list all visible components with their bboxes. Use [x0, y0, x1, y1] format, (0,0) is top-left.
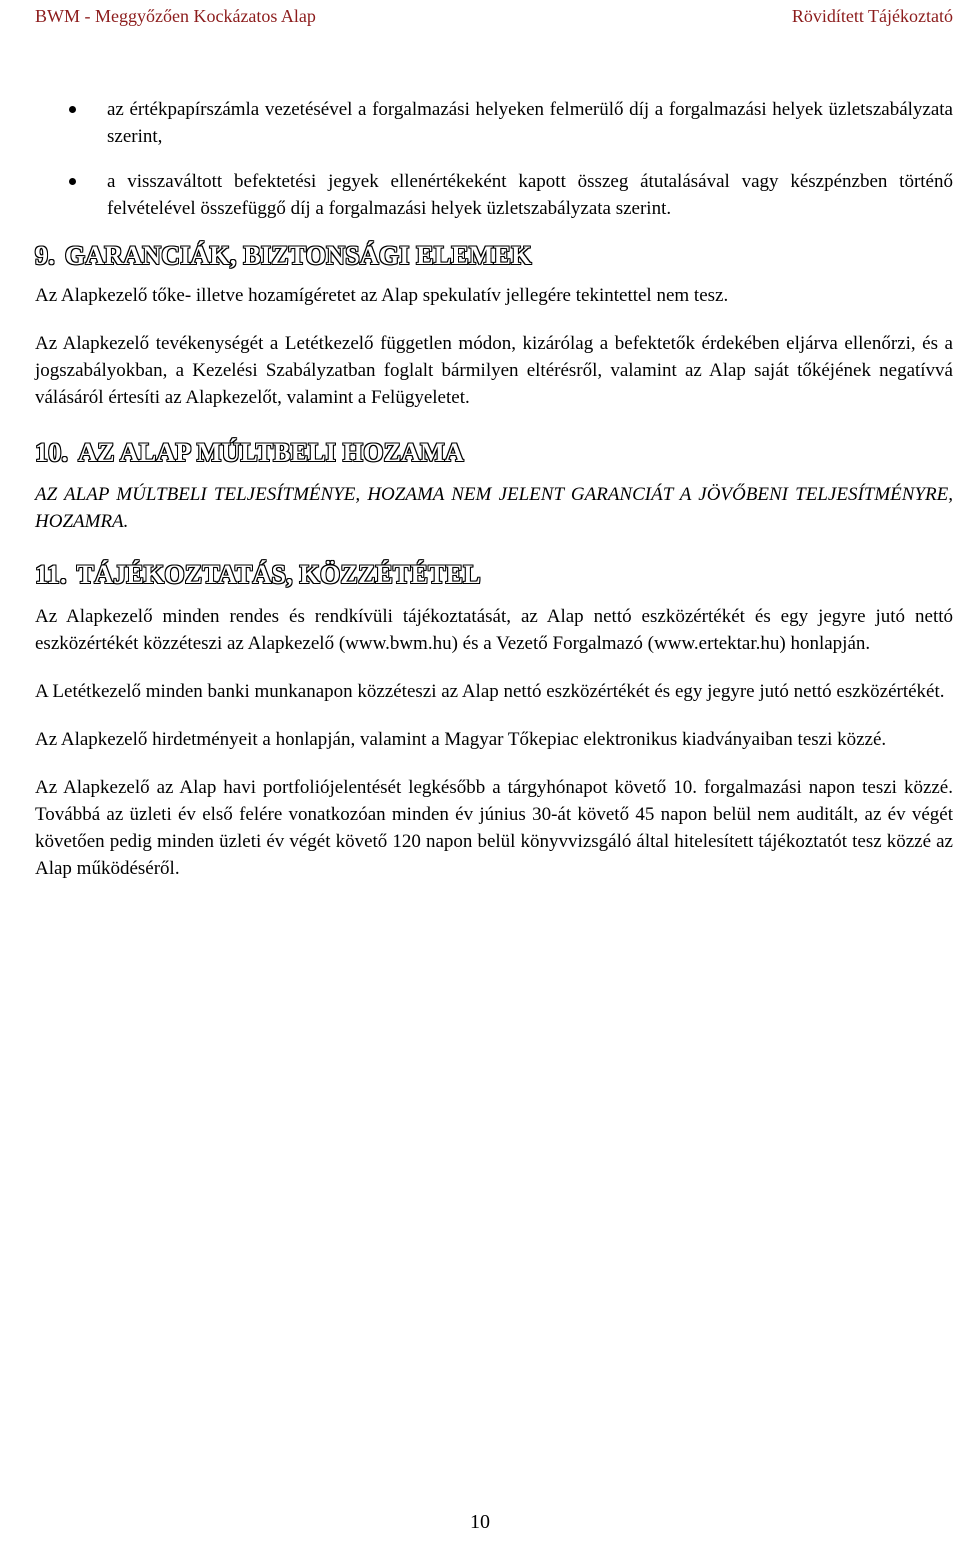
bullet-dot-icon: [69, 106, 76, 113]
section-title: TÁJÉKOZTATÁS, KÖZZÉTÉTEL: [76, 560, 481, 589]
section-number: 10.: [35, 438, 69, 467]
list-item-text: az értékpapírszámla vezetésével a forgalmazási helyeken felmerülő díj a forgalmazási helyek üzletszabályzata szerint,: [107, 99, 953, 147]
section-title: AZ ALAP MÚLTBELI HOZAMA: [78, 438, 464, 467]
bullet-dot-icon: [69, 178, 76, 185]
paragraph: A Letétkezelő minden banki munkanapon közzéteszi az Alap nettó eszközértékét és egy jegyre jutó nettó eszközértékét.: [35, 681, 945, 702]
page-number: 10: [470, 1511, 490, 1533]
section-number: 11.: [35, 560, 67, 589]
list-item: [35, 168, 953, 222]
document-body: [35, 96, 953, 882]
paragraph: Az Alapkezelő minden rendes és rendkívüli tájékoztatását, az Alap nettó eszközértékét és egy jegyre jutó nettó eszközértékét közzéteszi az Alapkezelő (www.bwm.hu) és a Vezető Forgalmazó (www.ertektar.hu) honlapján.: [35, 606, 953, 654]
paragraph: Az Alapkezelő tőke- illetve hozamígéretet az Alap spekulatív jellegére tekintettel nem tesz.: [35, 285, 729, 306]
paragraph: Az Alapkezelő az Alap havi portfoliójelentését legkésőbb a tárgyhónapot követő 10. forgalmazási napon teszi közzé. Továbbá az üzleti év első felére vonatkozóan minden év június 30-át követő 45 napon belül nem auditált, az év végét követően pedig minden üzleti év végét követő 120 napon belül könyvvizsgáló által hitelesített tájékoztatót tesz közzé az Alap működéséről.: [35, 777, 953, 879]
section-11-heading: [35, 559, 953, 591]
section-10-heading: [35, 437, 953, 469]
list-item: [35, 96, 953, 150]
header-document-type: Rövidített Tájékoztató: [791, 6, 953, 26]
paragraph: Az Alapkezelő hirdetményeit a honlapján, valamint a Magyar Tőkepiac elektronikus kiadványaiban teszi közzé.: [35, 729, 887, 750]
disclaimer-paragraph: AZ ALAP MÚLTBELI TELJESÍTMÉNYE, HOZAMA NEM JELENT GARANCIÁT A JÖVŐBENI TELJESÍTMÉNYRE, HOZAMRA.: [35, 484, 953, 532]
header-fund-name: BWM - Meggyőzően Kockázatos Alap: [35, 6, 316, 26]
page-header: [35, 6, 953, 32]
section-9-heading: [35, 240, 953, 272]
section-title: GARANCIÁK, BIZTONSÁGI ELEMEK: [64, 241, 532, 270]
list-item-text: a visszaváltott befektetési jegyek ellenértékeként kapott összeg átutalásával vagy készpénzben történő felvételével összefüggő díj a forgalmazási helyek üzletszabályzata szerint.: [107, 171, 953, 219]
fee-bullet-list: [35, 96, 953, 222]
section-number: 9.: [35, 241, 55, 270]
paragraph: Az Alapkezelő tevékenységét a Letétkezelő független módon, kizárólag a befektetők érdekében eljárva ellenőrzi, és a jogszabályokban, a Kezelési Szabályzatban foglalt bármilyen eltérésről, valamint az Alap saját tőkéjének negatívvá válásáról értesíti az Alapkezelőt, valamint a Felügyeletet.: [35, 333, 953, 408]
